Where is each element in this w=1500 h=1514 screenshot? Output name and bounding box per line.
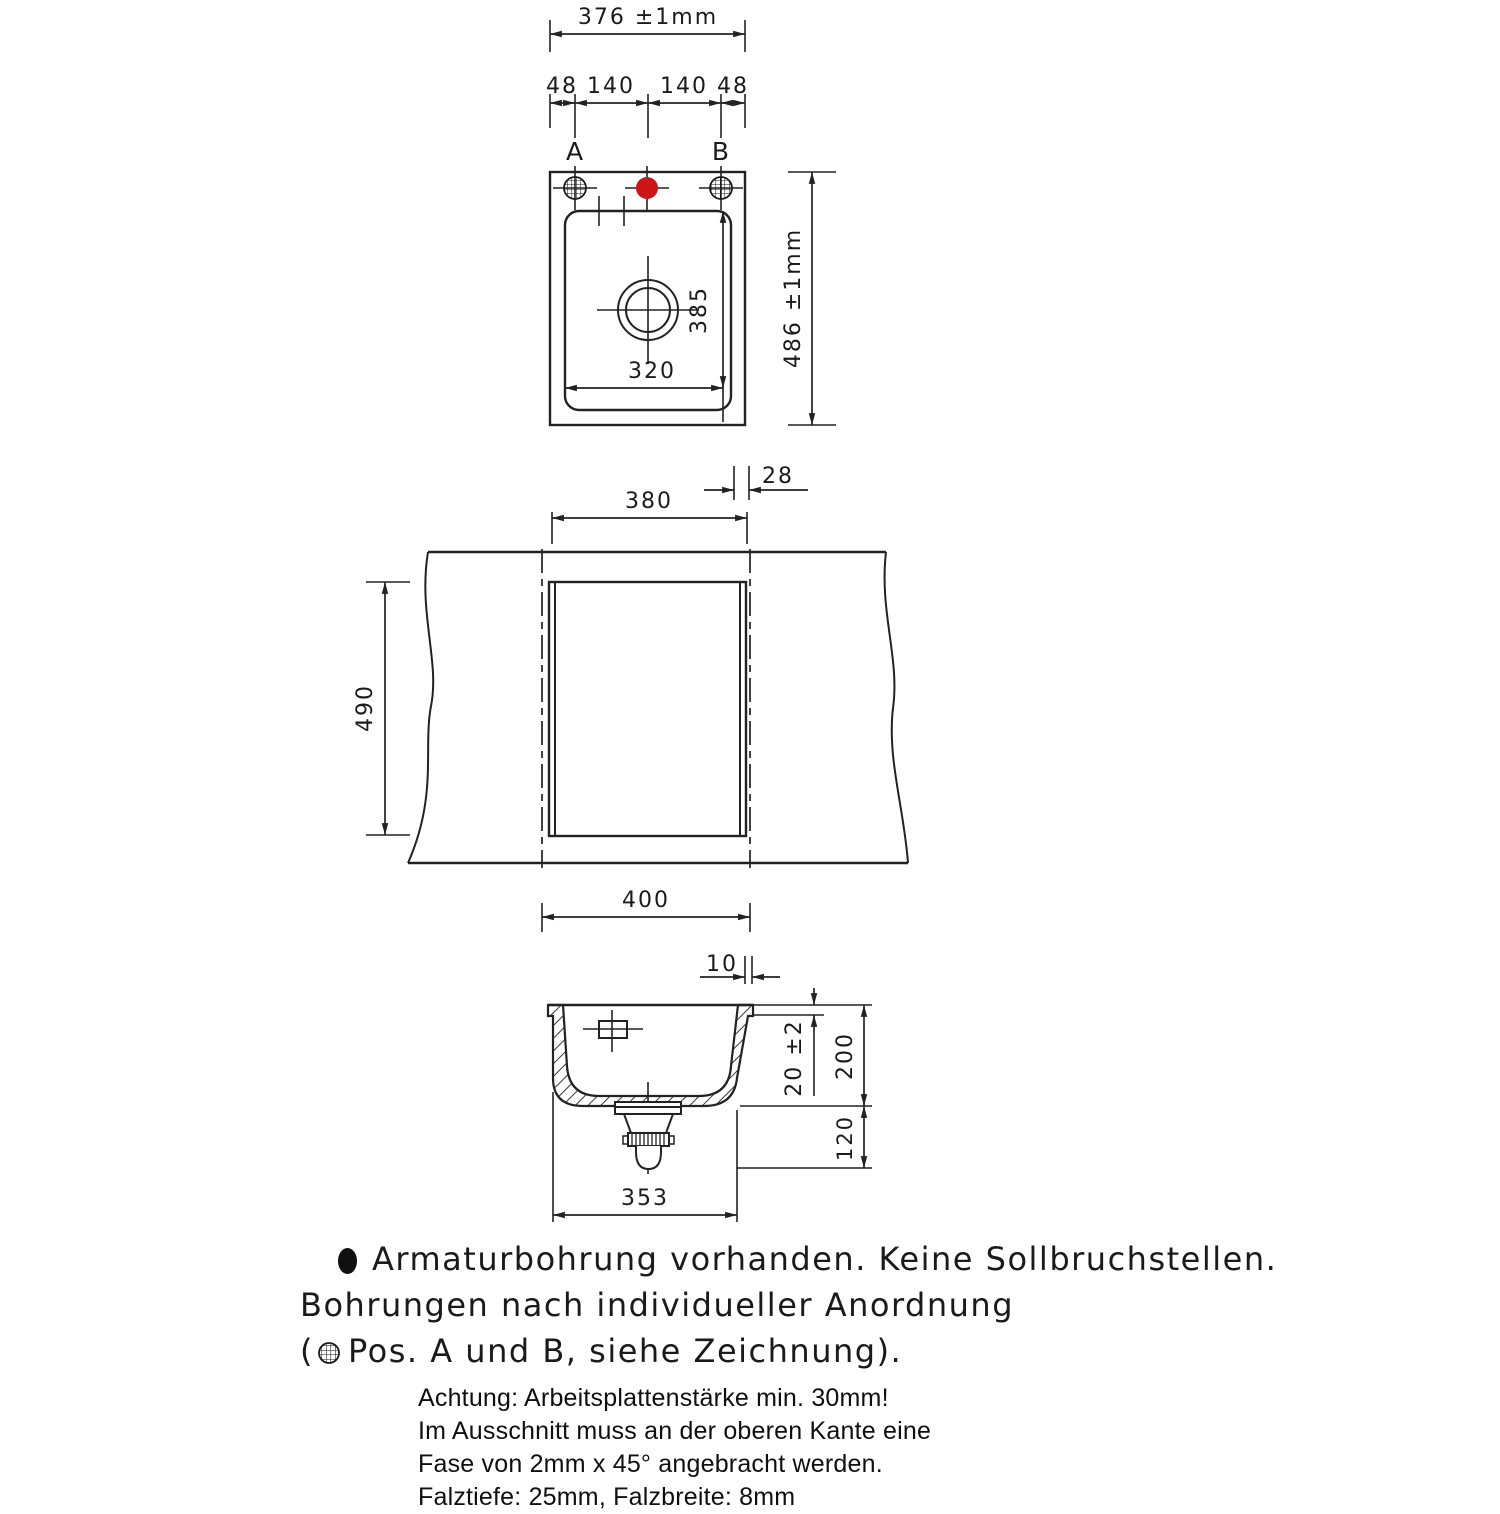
warning-line-2: Im Ausschnitt muss an der oberen Kante eine xyxy=(418,1417,932,1445)
note-line-2 xyxy=(300,1282,1300,1328)
dimension-edge-offset xyxy=(704,464,808,500)
hole-label-a: A xyxy=(565,137,585,166)
note-line-1-text: Armaturbohrung vorhanden. Keine Sollbruchstellen. xyxy=(372,1240,1278,1278)
section-view xyxy=(548,952,872,1222)
cutout-view xyxy=(353,464,908,932)
faucet-hole-section xyxy=(583,1010,643,1052)
drill-hole-icon xyxy=(317,1341,341,1365)
dimension-reveal xyxy=(700,952,780,984)
warning-line-4: Falztiefe: 25mm, Falzbreite: 8mm xyxy=(418,1483,796,1511)
dimension-overall-width xyxy=(550,5,745,52)
dim-spacing-140-right: 140 xyxy=(660,74,708,99)
warning-line-3: Fase von 2mm x 45° angebracht werden. xyxy=(418,1450,883,1478)
dim-bottom-width-label: 353 xyxy=(621,1186,669,1211)
dimension-depth xyxy=(833,1005,864,1106)
dimension-inner-width xyxy=(552,489,747,544)
dimension-drain-clearance xyxy=(833,1106,864,1168)
dimension-cutout-width xyxy=(542,888,750,932)
bullet-icon xyxy=(338,1248,357,1274)
notes-primary xyxy=(300,1236,1300,1374)
dim-spacing-48-left: 48 xyxy=(546,74,578,99)
break-line-right xyxy=(885,552,908,863)
note-line-3-text: Pos. A und B, siehe Zeichnung). xyxy=(347,1332,903,1370)
dim-cutout-height-label: 490 xyxy=(353,684,378,732)
drain-nut xyxy=(623,1133,674,1146)
dimension-overall-height xyxy=(781,172,836,425)
note-line-3-open: ( xyxy=(300,1332,314,1370)
dimension-hole-spacing xyxy=(546,74,749,138)
dim-reveal-label: 10 xyxy=(706,952,738,977)
drain-symbol xyxy=(597,256,699,364)
note-line-3 xyxy=(300,1328,1300,1374)
dimension-bowl-width xyxy=(565,359,723,422)
sink-in-cutout xyxy=(549,582,746,836)
red-hole-icon xyxy=(636,177,658,199)
dim-spacing-48-right: 48 xyxy=(717,74,749,99)
drain-outlet xyxy=(636,1146,661,1169)
dim-cutout-width-label: 400 xyxy=(622,888,670,913)
warning-line-1: Achtung: Arbeitsplattenstärke min. 30mm! xyxy=(418,1384,889,1412)
drain-body xyxy=(624,1114,673,1133)
sink-shell-section xyxy=(548,1005,753,1106)
dim-bowl-height-label: 385 xyxy=(687,286,712,334)
break-line-left xyxy=(408,552,433,863)
top-view xyxy=(546,5,836,425)
dim-overall-width-label: 376 ±1mm xyxy=(577,5,719,30)
dimension-cutout-height xyxy=(353,582,410,835)
dim-bowl-width-label: 320 xyxy=(628,359,676,384)
notes-secondary xyxy=(418,1382,1218,1514)
hole-label-b: B xyxy=(711,137,731,166)
dim-rim-thickness-label: 20 ±2 xyxy=(782,1019,807,1097)
dim-inner-width-label: 380 xyxy=(625,489,673,514)
note-line-2-text: Bohrungen nach individueller Anordnung xyxy=(300,1286,1015,1324)
dim-edge-offset-label: 28 xyxy=(762,464,794,489)
worktop-slab xyxy=(408,552,908,863)
dimension-bowl-height xyxy=(687,211,723,388)
dim-depth-label: 200 xyxy=(833,1032,858,1080)
dim-spacing-140-left: 140 xyxy=(587,74,635,99)
dim-drain-clearance-label: 120 xyxy=(833,1114,857,1162)
note-line-1 xyxy=(300,1236,1300,1282)
dim-overall-height-label: 486 ±1mm xyxy=(781,227,806,369)
